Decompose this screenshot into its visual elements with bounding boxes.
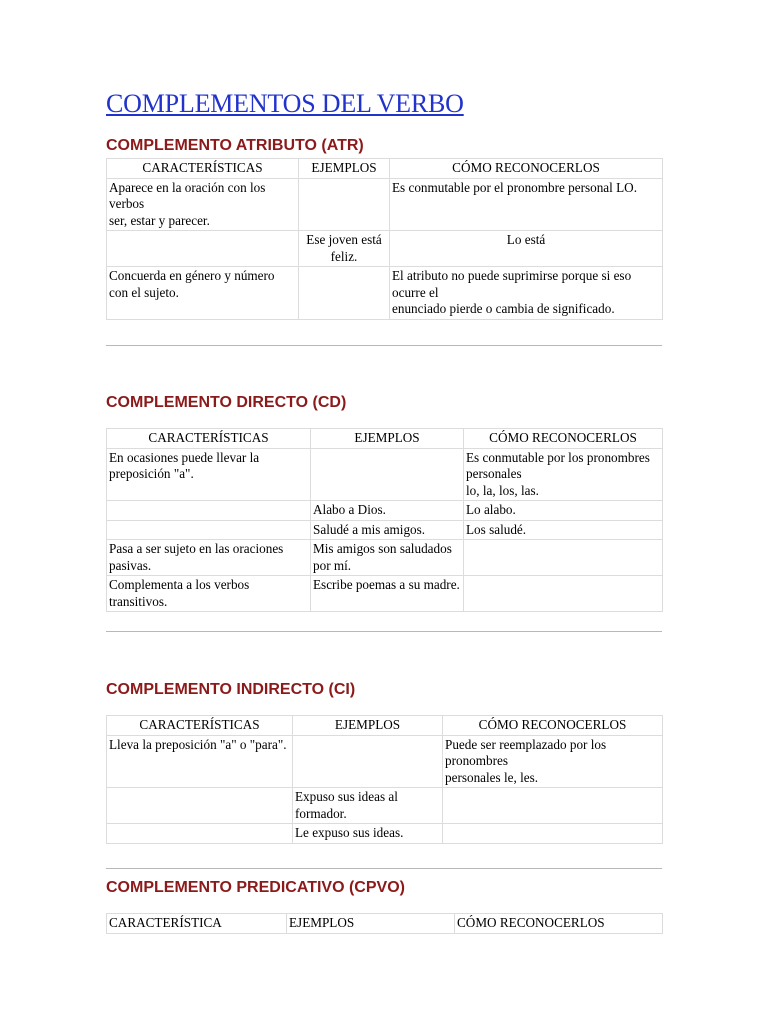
table-cell xyxy=(107,824,293,844)
table-row xyxy=(107,267,663,320)
table-header-row xyxy=(107,914,663,934)
column-header-como-reconocerlos: CÓMO RECONOCERLOS xyxy=(443,716,663,736)
table-cell xyxy=(311,448,464,501)
table-cell: Pasa a ser sujeto en las oraciones pasivas. xyxy=(107,540,311,576)
table-row xyxy=(107,178,663,231)
table-row xyxy=(107,735,663,788)
table-row xyxy=(107,788,663,824)
column-header-ejemplos: EJEMPLOS xyxy=(299,159,390,179)
table-cell: Lo está xyxy=(390,231,663,267)
table-cell: Concuerda en género y número con el sujeto. xyxy=(107,267,299,320)
table-cell: Es conmutable por el pronombre personal LO. xyxy=(390,178,663,231)
section-divider xyxy=(106,631,662,632)
directo-table xyxy=(106,428,663,612)
section-divider xyxy=(106,868,662,869)
table-cell: Complementa a los verbos transitivos. xyxy=(107,576,311,612)
column-header-como-reconocerlos: CÓMO RECONOCERLOS xyxy=(464,429,663,449)
table-cell: Le expuso sus ideas. xyxy=(293,824,443,844)
column-header-ejemplos: EJEMPLOS xyxy=(293,716,443,736)
table-row xyxy=(107,824,663,844)
section-heading-indirecto: COMPLEMENTO INDIRECTO (CI) xyxy=(106,681,356,698)
table-cell xyxy=(107,231,299,267)
table-row xyxy=(107,540,663,576)
section-divider xyxy=(106,345,662,346)
section-heading-atributo: COMPLEMENTO ATRIBUTO (ATR) xyxy=(106,137,364,154)
table-cell xyxy=(464,576,663,612)
table-cell: Lo alabo. xyxy=(464,501,663,521)
table-cell: Es conmutable por los pronombres personales lo, la, los, las. xyxy=(464,448,663,501)
table-cell: Puede ser reemplazado por los pronombres personales le, les. xyxy=(443,735,663,788)
table-cell xyxy=(107,788,293,824)
table-cell xyxy=(443,788,663,824)
table-cell xyxy=(443,824,663,844)
table-cell: Expuso sus ideas al formador. xyxy=(293,788,443,824)
table-row xyxy=(107,448,663,501)
table-cell: Alabo a Dios. xyxy=(311,501,464,521)
column-header-ejemplos: EJEMPLOS xyxy=(287,914,455,934)
indirecto-table xyxy=(106,715,663,844)
table-cell: Escribe poemas a su madre. xyxy=(311,576,464,612)
table-row xyxy=(107,520,663,540)
table-cell xyxy=(299,178,390,231)
table-cell: Saludé a mis amigos. xyxy=(311,520,464,540)
table-row xyxy=(107,231,663,267)
table-header-row xyxy=(107,716,663,736)
table-cell: Los saludé. xyxy=(464,520,663,540)
table-cell: Lleva la preposición "a" o "para". xyxy=(107,735,293,788)
table-header-row xyxy=(107,159,663,179)
table-cell: En ocasiones puede llevar la preposición "a". xyxy=(107,448,311,501)
column-header-como-reconocerlos: CÓMO RECONOCERLOS xyxy=(390,159,663,179)
table-header-row xyxy=(107,429,663,449)
table-cell xyxy=(293,735,443,788)
atributo-table xyxy=(106,158,663,320)
table-cell xyxy=(299,267,390,320)
table-cell xyxy=(464,540,663,576)
table-cell: Mis amigos son saludados por mí. xyxy=(311,540,464,576)
section-heading-predicativo: COMPLEMENTO PREDICATIVO (CPVO) xyxy=(106,879,405,896)
table-row xyxy=(107,576,663,612)
page-title[interactable]: COMPLEMENTOS DEL VERBO xyxy=(106,89,464,118)
column-header-caracteristicas: CARACTERÍSTICAS xyxy=(107,429,311,449)
column-header-ejemplos: EJEMPLOS xyxy=(311,429,464,449)
predicativo-table xyxy=(106,913,663,934)
column-header-como-reconocerlos: CÓMO RECONOCERLOS xyxy=(455,914,663,934)
table-cell: Ese joven está feliz. xyxy=(299,231,390,267)
table-cell xyxy=(107,520,311,540)
table-cell: Aparece en la oración con los verbos ser, estar y parecer. xyxy=(107,178,299,231)
table-cell: El atributo no puede suprimirse porque si eso ocurre el enunciado pierde o cambia de significado. xyxy=(390,267,663,320)
column-header-caracteristicas: CARACTERÍSTICAS xyxy=(107,716,293,736)
table-row xyxy=(107,501,663,521)
table-cell xyxy=(107,501,311,521)
section-heading-directo: COMPLEMENTO DIRECTO (CD) xyxy=(106,394,347,411)
column-header-caracteristica: CARACTERÍSTICA xyxy=(107,914,287,934)
column-header-caracteristicas: CARACTERÍSTICAS xyxy=(107,159,299,179)
